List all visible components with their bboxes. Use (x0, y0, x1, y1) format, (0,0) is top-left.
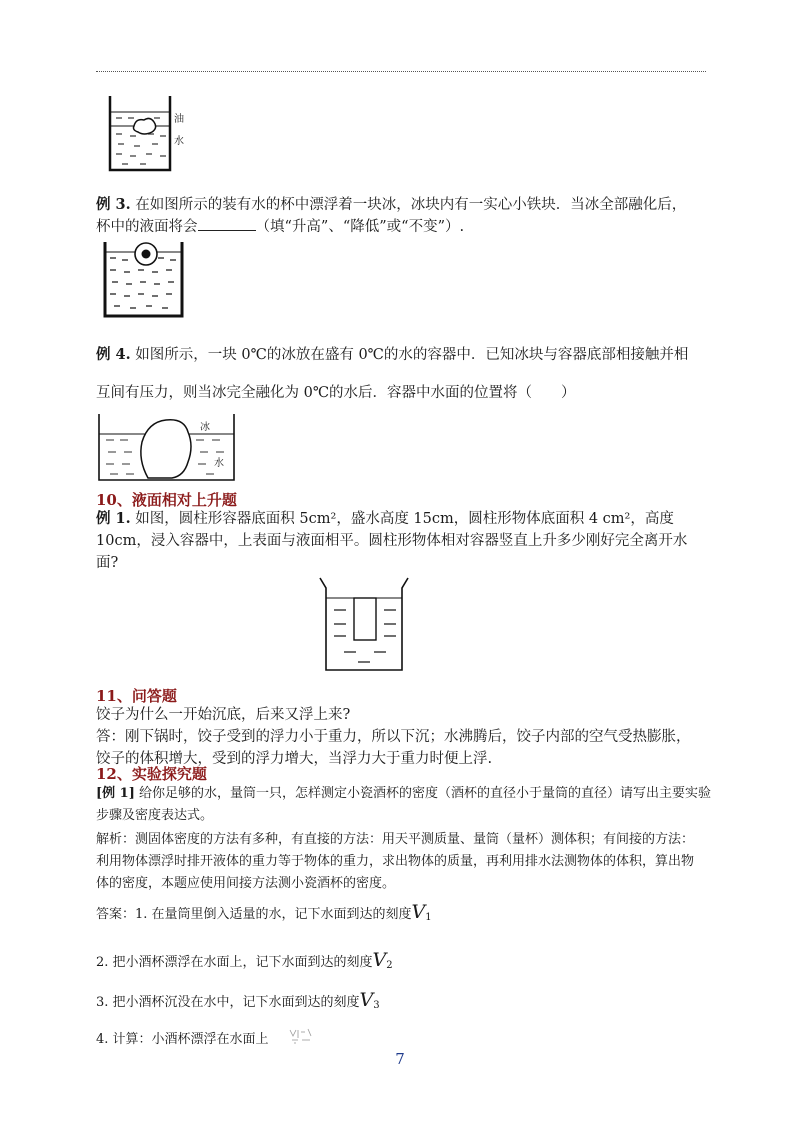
section12-heading: 12、实验探究题 (96, 765, 207, 783)
section12-ex-label: [例 1] (96, 786, 135, 801)
ice-block-figure (96, 410, 238, 484)
page-number: 7 (395, 1050, 405, 1068)
example3-label: 例 3. (96, 196, 131, 213)
v1-symbol: V (411, 901, 426, 923)
answer-blank[interactable] (198, 216, 256, 231)
section12-ex-text1: 给你足够的水，量筒一只，怎样测定小瓷酒杯的密度（酒杯的直径小于量筒的直径）请写出主要实验 (139, 786, 712, 801)
section10-line2: 10cm，浸入容器中，上表面与液面相平。圆柱形物体相对容器竖直上升多少刚好完全离开水 (96, 533, 688, 549)
section11-heading: 11、问答题 (96, 687, 177, 705)
example3-line2 (96, 216, 464, 238)
cylinder-container-figure (318, 574, 410, 674)
v2-subscript: 2 (386, 960, 393, 971)
oil-label: 油 (174, 114, 184, 125)
step1 (96, 902, 432, 928)
example4-text1: 如图所示，一块 0℃的冰放在盛有 0℃的水的容器中．已知冰块与容器底部相接触并相 (135, 347, 689, 363)
step4 (96, 1030, 269, 1050)
example4-text2: 互间有压力，则当冰完全融化为 0℃的水后．容器中水面的位置将（ ） (96, 385, 576, 401)
v3-symbol: V (359, 989, 374, 1011)
example3-line1 (96, 194, 686, 216)
example4-line2 (96, 382, 576, 404)
step4-text: 4. 计算：小酒杯漂浮在水面上 (96, 1032, 269, 1047)
section12-ex-line1 (96, 784, 711, 804)
formula-image (288, 1026, 314, 1046)
example3-text1: 在如图所示的装有水的杯中漂浮着一块冰，冰块内有一实心小铁块．当冰全部融化后， (135, 197, 687, 213)
header-rule (96, 71, 706, 72)
step3 (96, 990, 380, 1016)
water-label: 水 (174, 136, 184, 147)
section11-question: 饺子为什么一开始沉底，后来又浮上来? (96, 707, 351, 723)
step1-text: 答案：1. 在量筒里倒入适量的水，记下水面到达的刻度 (96, 907, 412, 922)
section10-heading: 10、液面相对上升题 (96, 491, 237, 509)
ice-iron-figure (102, 240, 186, 320)
step3-text: 3. 把小酒杯沉没在水中，记下水面到达的刻度 (96, 995, 360, 1010)
section11-answer2: 饺子的体积增大，受到的浮力增大，当浮力大于重力时便上浮. (96, 751, 493, 767)
example4-label: 例 4. (96, 346, 131, 363)
section10-text1: 如图，圆柱形容器底面积 5cm²，盛水高度 15cm，圆柱形物体底面积 4 cm²，高度 (135, 511, 674, 527)
section10-label: 例 1. (96, 510, 131, 527)
ice-label: 冰 (200, 422, 210, 433)
water-label-2: 水 (214, 458, 224, 469)
section10-line3: 面? (96, 555, 119, 571)
example3-text2a: 杯中的液面将会 (96, 219, 198, 235)
example3-text2b: （填“升高”、“降低”或“不变”）. (255, 219, 465, 235)
section12-analysis2: 利用物体漂浮时排开液体的重力等于物体的重力，求出物体的质量，再利用排水法测物体的体积，算出物 (96, 854, 695, 869)
section11-answer1: 答：刚下锅时，饺子受到的浮力小于重力，所以下沉；水沸腾后，饺子内部的空气受热膨胀， (96, 729, 691, 745)
v1-subscript: 1 (425, 912, 432, 923)
section12-analysis1: 解析：测固体密度的方法有多种，有直接的方法：用天平测质量、量筒（量杯）测体积；有间接的方法： (96, 832, 695, 847)
example4-line1 (96, 344, 688, 366)
step2 (96, 950, 393, 976)
v3-subscript: 3 (373, 1000, 380, 1011)
section12-ex-line2: 步骤及密度表达式。 (96, 808, 214, 823)
oil-water-figure (104, 92, 194, 174)
step2-text: 2. 把小酒杯漂浮在水面上，记下水面到达的刻度 (96, 955, 373, 970)
section12-analysis3: 体的密度，本题应使用间接方法测小瓷酒杯的密度。 (96, 876, 396, 891)
v2-symbol: V (372, 949, 387, 971)
section10-line1 (96, 508, 674, 530)
